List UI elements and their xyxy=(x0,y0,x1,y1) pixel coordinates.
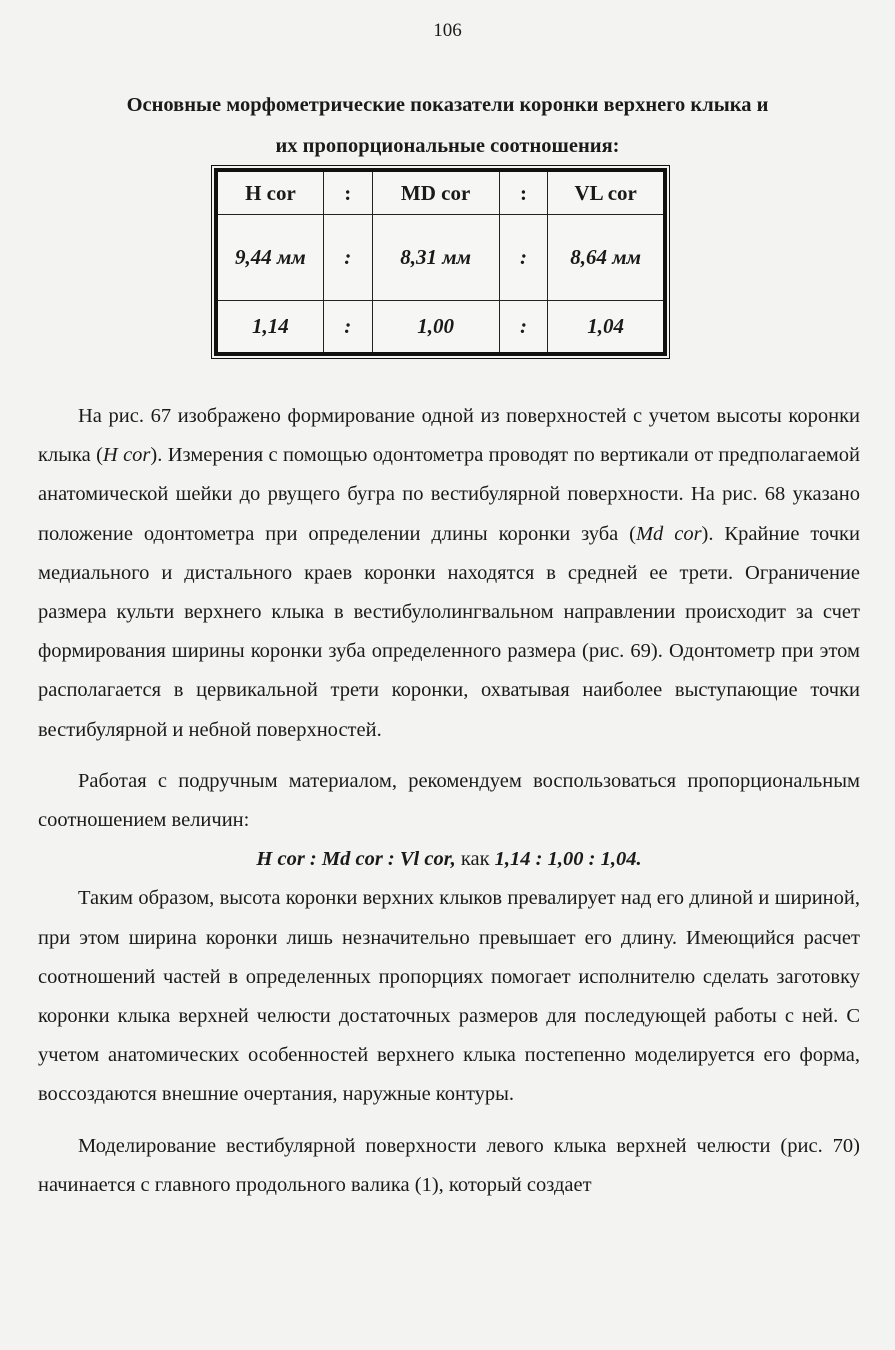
cell-h-cor-ratio: 1,14 xyxy=(216,301,323,354)
formula-values: 1,14 : 1,00 : 1,04. xyxy=(494,848,642,871)
table-header-row xyxy=(216,170,665,215)
formula-connector: как xyxy=(455,848,495,871)
cell-h-cor-header: H cor xyxy=(216,170,323,215)
paragraph-modeling: Моделирование вестибулярной поверхности левого клыка верхней челюсти (рис. 70) начинается с главного продольного валика (1), который создает xyxy=(38,1134,860,1196)
paragraph-text: На рис. 67 изображено формирование одной из поверхностей с учетом высоты коронки клыка ( xyxy=(38,405,860,467)
paragraph-measurement xyxy=(38,397,860,750)
ratio-formula xyxy=(38,840,860,879)
cell-md-cor-header: MD cor xyxy=(372,170,499,215)
heading-line-2: их пропорциональные соотношения: xyxy=(275,135,620,157)
page-number: 106 xyxy=(433,20,462,41)
body-text xyxy=(38,397,860,1205)
cell-separator: : xyxy=(499,170,548,215)
cell-md-cor-ratio: 1,00 xyxy=(372,301,499,354)
cell-vl-cor-value: 8,64 мм xyxy=(548,215,665,301)
cell-separator: : xyxy=(499,215,548,301)
paragraph-text: ). Крайние точки медиального и дистального краев коронки находятся в средней ее трети. Ограничение размера культи верхнего клыка в вестибулолингвальном направлении происходит за счет формирования ширины коронки зуба определенного размера (рис. 69). Одонтометр при этом располагается в цервикальной трети коронки, охватывая наиболее выступающие точки вестибулярной и небной поверхностей. xyxy=(38,522,860,741)
cell-separator: : xyxy=(323,170,372,215)
paragraph-recommendation: Работая с подручным материалом, рекомендуем воспользоваться пропорциональным соотношением величин: xyxy=(38,769,860,832)
morphometric-table xyxy=(214,168,667,356)
h-cor-term: H cor xyxy=(102,444,151,467)
table-proportions-row xyxy=(216,301,665,354)
table-measurements-row xyxy=(216,215,665,301)
paragraph-conclusion: Таким образом, высота коронки верхних клыков превалирует над его длиной и шириной, при этом ширина коронки лишь незначительно превышает его длину. Имеющийся расчет соотношений частей в определенных пропорциях помогает исполнителю сделать заготовку коронки клыка верхней челюсти достаточных размеров для последующей работы с ней. С учетом анатомических особенностей верхнего клыка постепенно моделируется его форма, воссоздаются внешние очертания, наружные контуры. xyxy=(38,887,860,1106)
cell-separator: : xyxy=(323,215,372,301)
heading-line-1: Основные морфометрические показатели коронки верхнего клыка и xyxy=(126,94,769,116)
md-cor-term: Md cor xyxy=(635,522,702,545)
cell-md-cor-value: 8,31 мм xyxy=(372,215,499,301)
cell-vl-cor-ratio: 1,04 xyxy=(548,301,665,354)
cell-h-cor-value: 9,44 мм xyxy=(216,215,323,301)
cell-vl-cor-header: VL cor xyxy=(548,170,665,215)
cell-separator: : xyxy=(323,301,372,354)
formula-terms: H cor : Md cor : Vl cor, xyxy=(256,848,456,871)
paragraph-text: ). Измерения с помощью одонтометра проводят по вертикали от предполагаемой анатомической шейки до рвущего бугра по вестибулярной поверхности. На рис. 68 указано положение одонтометра при определении длины коронки зуба ( xyxy=(38,444,860,545)
cell-separator: : xyxy=(499,301,548,354)
section-heading xyxy=(40,85,855,167)
